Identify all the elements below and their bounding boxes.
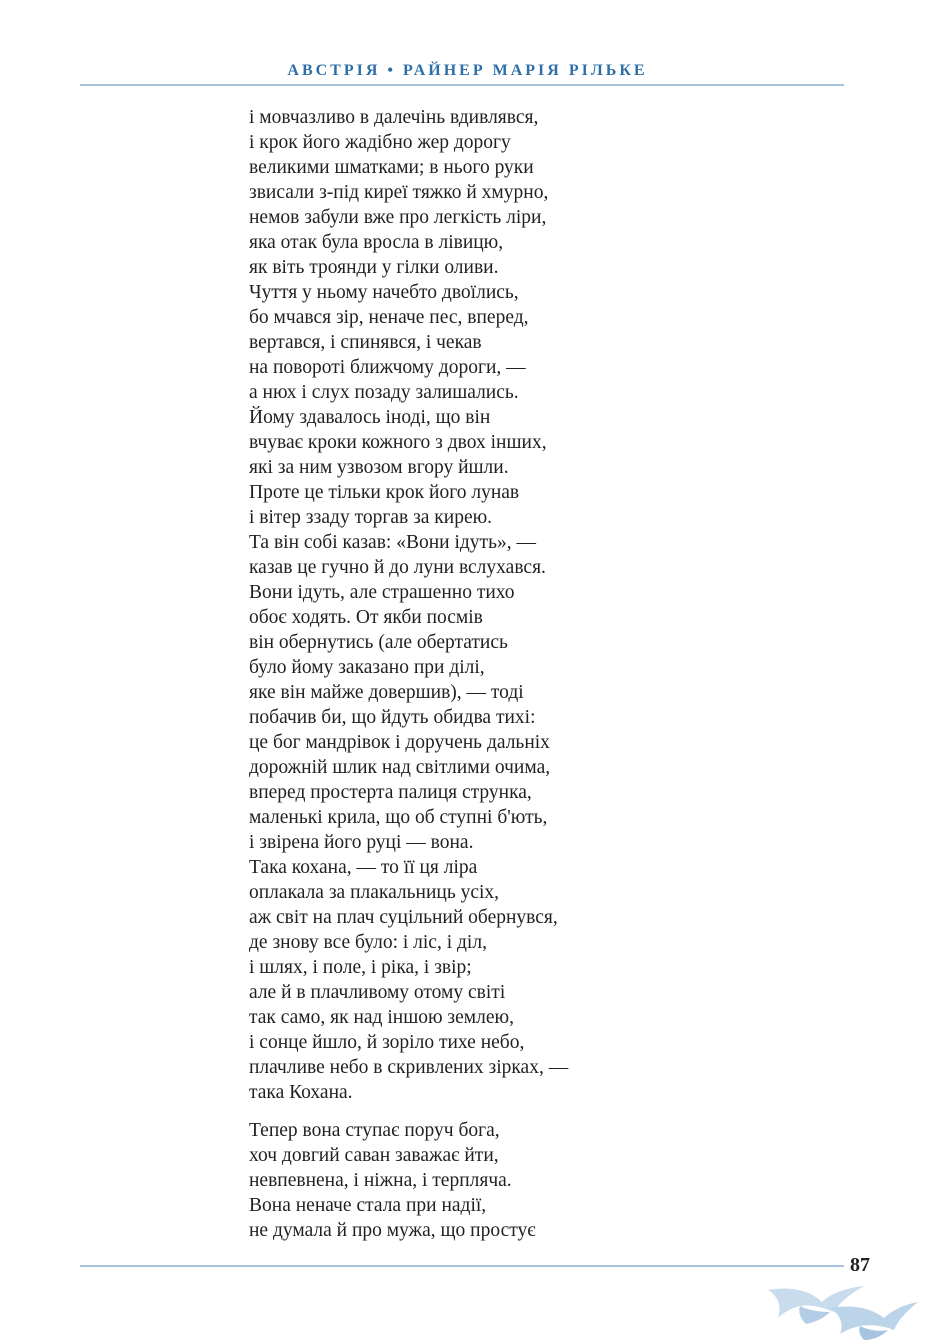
poem-line: було йому заказано при ділі, <box>249 657 485 678</box>
poem-line: де знову все було: і ліс, і діл, <box>249 932 487 953</box>
page-number: 87 <box>850 1254 870 1276</box>
poem-body <box>249 105 669 1243</box>
poem-line: вчуває кроки кожного з двох інших, <box>249 432 547 453</box>
poem-line: Та він собі казав: «Вони ідуть», — <box>249 532 536 553</box>
poem-line: які за ним узвозом вгору йшли. <box>249 457 509 478</box>
stanza <box>249 1118 669 1243</box>
poem-line: і шлях, і поле, і ріка, і звір; <box>249 957 472 978</box>
poem-line: а нюх і слух позаду залишались. <box>249 382 519 403</box>
poem-line: і сонце йшло, й зоріло тихе небо, <box>249 1032 525 1053</box>
poem-line: і крок його жадібно жер дорогу <box>249 132 511 153</box>
poem-line: не думала й про мужа, що простує <box>249 1220 536 1241</box>
poem-line: бо мчався зір, неначе пес, вперед, <box>249 307 529 328</box>
poem-line: і звірена його руці — вона. <box>249 832 474 853</box>
poem-line: Вони ідуть, але страшенно тихо <box>249 582 515 603</box>
poem-line: дорожній шлик над світлими очима, <box>249 757 551 778</box>
poem-line: оплакала за плакальниць усіх, <box>249 882 500 903</box>
poem-line: така Кохана. <box>249 1082 353 1103</box>
poem-line: Вона неначе стала при надії, <box>249 1195 487 1216</box>
poem-line: Тепер вона ступає поруч бога, <box>249 1120 500 1141</box>
poem-line: плачливе небо в скривлених зірках, — <box>249 1057 569 1078</box>
poem-line: вертався, і спинявся, і чекав <box>249 332 482 353</box>
poem-line: великими шматками; в нього руки <box>249 157 534 178</box>
poem-line: побачив би, що йдуть обидва тихі: <box>249 707 536 728</box>
poem-line: це бог мандрівок і доручень дальніх <box>249 732 550 753</box>
stanza <box>249 105 669 1105</box>
poem-line: Проте це тільки крок його лунав <box>249 482 520 503</box>
poem-line: обоє ходять. От якби посмів <box>249 607 483 628</box>
poem-line: яка отак була вросла в лівицю, <box>249 232 504 253</box>
poem-line: невпевнена, і ніжна, і терпляча. <box>249 1170 512 1191</box>
poem-line: і мовчазливо в далечінь вдивлявся, <box>249 107 539 128</box>
poem-line: так само, як над іншою землею, <box>249 1007 514 1028</box>
poem-line: яке він майже довершив), — тоді <box>249 682 524 703</box>
poem-line: Чуття у ньому начебто двоїлись, <box>249 282 519 303</box>
birds-icon <box>760 1268 920 1343</box>
poem-line: Йому здавалось іноді, що він <box>249 407 491 428</box>
poem-line: але й в плачливому отому світі <box>249 982 506 1003</box>
poem-line: немов забули вже про легкість ліри, <box>249 207 547 228</box>
poem-line: хоч довгий саван заважає йти, <box>249 1145 499 1166</box>
poem-line: маленькі крила, що об ступні б'ють, <box>249 807 548 828</box>
poem-line: і вітер ззаду торгав за кирею. <box>249 507 493 528</box>
poem-line: він обернутись (але обертатись <box>249 632 508 653</box>
poem-line: звисали з-під киреї тяжко й хмурно, <box>249 182 549 203</box>
poem-line: на повороті ближчому дороги, — <box>249 357 526 378</box>
poem-line: аж світ на плач суцільний обернувся, <box>249 907 558 928</box>
poem-line: казав це гучно й до луни вслухався. <box>249 557 546 578</box>
header-rule <box>80 84 844 86</box>
poem-line: вперед простерта палиця струнка, <box>249 782 532 803</box>
poem-line: як віть троянди у гілки оливи. <box>249 257 499 278</box>
poem-line: Така кохана, — то її ця ліра <box>249 857 478 878</box>
running-head: АВСТРІЯ • РАЙНЕР МАРІЯ РІЛЬКЕ <box>287 62 648 79</box>
footer-rule <box>80 1265 844 1267</box>
